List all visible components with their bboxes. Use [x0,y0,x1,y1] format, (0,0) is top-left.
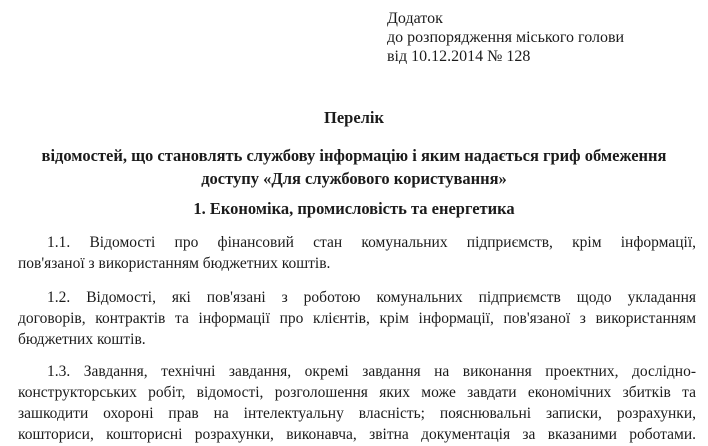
document-title: Перелік [323,108,384,127]
paragraph-1-3 [18,361,696,445]
paragraph-line: договорів, контрактів та інформації про клієнтів, крім інформації, пов'язаної з використанням [18,310,696,327]
paragraph-1-2 [18,287,696,350]
annex-line-1: Додаток [387,10,443,27]
paragraph-1-1 [18,232,696,274]
section-heading: 1. Економіка, промисловість та енергетика [193,199,515,218]
paragraph-line: 1.1. Відомості про фінансовий стан комунальних підприємств, крім інформації, [47,234,696,251]
paragraph-line: пов'язаної з використанням бюджетних коштів. [18,255,331,272]
paragraph-line: зашкодити охороні прав на інтелектуальну власність; пояснювальні записки, розрахунки, [18,405,696,422]
paragraph-line: кошториси, кошторисні розрахунки, виконавча, звітна документація за вказаними роботами. [18,426,696,443]
paragraph-line: 1.3. Завдання, технічні завдання, окремі завдання на виконання проектних, дослідно- [47,363,696,380]
paragraph-line: бюджетних коштів. [18,331,146,348]
annex-line-2: до розпорядження міського голови [387,29,625,46]
paragraph-line: 1.2. Відомості, які пов'язані з роботою комунальних підприємств щодо укладання [47,289,696,306]
annex-header-block [387,9,708,66]
subtitle-line-1: відомостей, що становлять службову інформацію і яким надається гриф обмеження [41,146,667,165]
subtitle-line-2: доступу «Для службового користування» [201,169,507,188]
paragraph-line: конструкторських робіт, відомості, розголошення яких може завдати економічних збитків та [18,384,696,401]
document-subtitle [0,144,708,190]
document-body [18,232,696,445]
annex-line-3: від 10.12.2014 № 128 [387,48,531,65]
